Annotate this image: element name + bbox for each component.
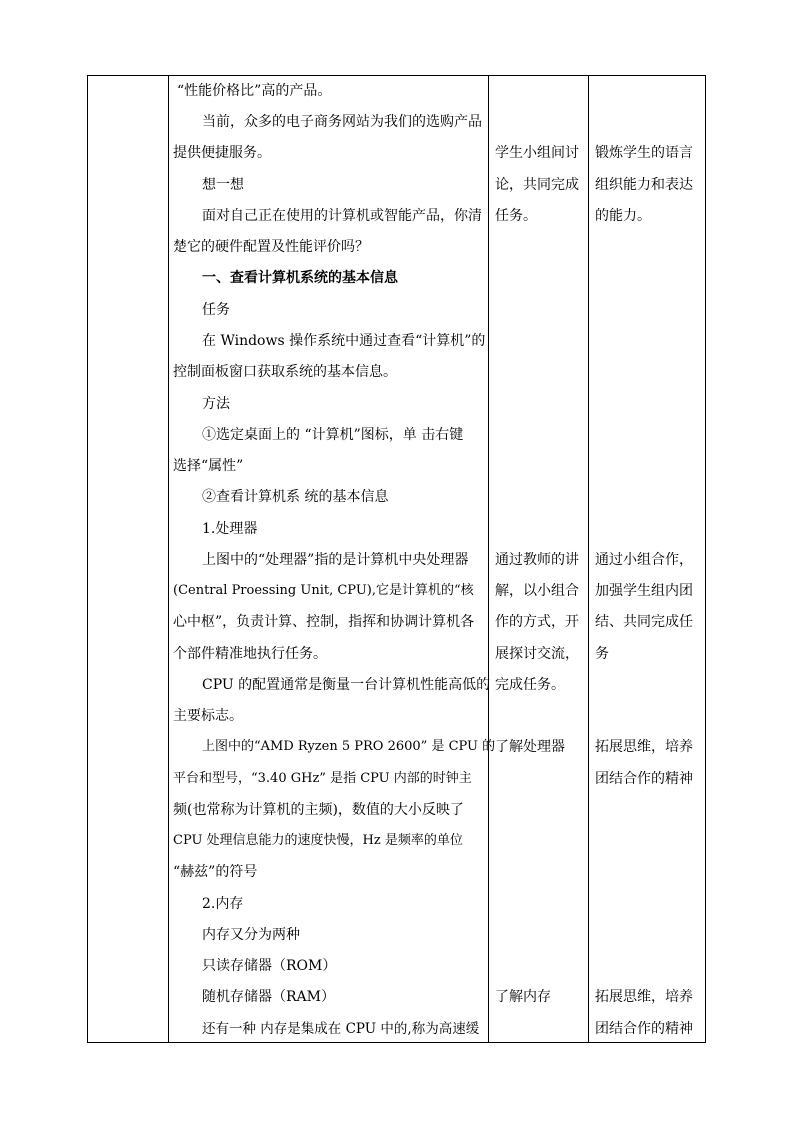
main-text-line: 1.处理器: [202, 521, 258, 537]
column-divider: [588, 76, 589, 1042]
main-text-line: 想一想: [202, 177, 244, 193]
student-activity-line: 通过教师的讲: [495, 552, 579, 568]
design-intent-line: 的能力。: [595, 208, 651, 224]
design-intent-line: 通过小组合作，: [595, 552, 693, 568]
main-text-line: 任务: [202, 302, 230, 318]
main-text-line: 个部件精准地执行任务。: [173, 646, 327, 662]
main-text-line: 内存又分为两种: [202, 927, 300, 943]
section-heading: 一、查看计算机系统的基本信息: [202, 270, 398, 286]
main-text-line: ②查看计算机系 统的基本信息: [202, 489, 389, 505]
main-text-line: 频(也常称为计算机的主频)，数值的大小反映了: [173, 802, 464, 818]
main-text-line: 还有一种 内存是集成在 CPU 中的,称为高速缓: [202, 1021, 480, 1037]
main-text-line: 随机存储器（RAM）: [202, 989, 335, 1005]
main-text-line: 上图中的“AMD Ryzen 5 PRO 2600” 是 CPU 的: [202, 739, 496, 754]
main-text-line: 面对自己正在使用的计算机或智能产品，你清: [202, 208, 482, 224]
main-text-line: 平台和型号，“3.40 GHz” 是指 CPU 内部的时钟主: [173, 771, 472, 786]
main-text-line: CPU 的配置通常是衡量一台计算机性能高低的: [202, 677, 491, 693]
main-text-line: 当前，众多的电子商务网站为我们的选购产品: [202, 114, 482, 130]
design-intent-line: 加强学生组内团: [595, 583, 693, 599]
design-intent-line: 组织能力和表达: [595, 177, 693, 193]
main-text-line: 在 Windows 操作系统中通过查看“计算机”的: [202, 333, 486, 349]
main-text-line: 提供便捷服务。: [173, 145, 271, 161]
main-text-line: 方法: [202, 396, 230, 412]
student-activity-line: 论，共同完成: [495, 177, 579, 193]
student-activity-line: 任务。: [495, 208, 537, 224]
main-text-line: ①选定桌面上的 “计算机”图标，单 击右键: [202, 427, 464, 443]
design-intent-line: 拓展思维，培养: [595, 739, 693, 755]
design-intent-line: 团结合作的精神: [595, 1021, 693, 1037]
main-text-line: 2.内存: [202, 896, 244, 912]
main-text-line: 心中枢”，负责计算、控制，指挥和协调计算机各: [173, 614, 475, 630]
student-activity-line: 了解处理器: [495, 739, 565, 755]
main-text-line: 上图中的“处理器”指的是计算机中央处理器: [202, 552, 469, 568]
main-text-line: 只读存储器（ROM）: [202, 958, 337, 974]
student-activity-line: 解，以小组合: [495, 583, 579, 599]
column-divider: [488, 76, 489, 1042]
design-intent-line: 锻炼学生的语言: [595, 145, 693, 161]
main-text-line: “赫兹”的符号: [173, 864, 258, 880]
design-intent-line: 团结合作的精神: [595, 771, 693, 787]
student-activity-line: 展探讨交流，: [495, 646, 579, 662]
main-text-line: “性能价格比”高的产品。: [177, 83, 332, 99]
main-text-line: 选择“属性”: [173, 458, 244, 474]
student-activity-line: 了解内存: [495, 989, 551, 1005]
design-intent-line: 结、共同完成任: [595, 614, 693, 630]
design-intent-line: 务: [595, 646, 609, 662]
column-divider: [168, 76, 169, 1042]
design-intent-line: 拓展思维，培养: [595, 989, 693, 1005]
student-activity-line: 作的方式，开: [495, 614, 579, 630]
main-text-line: 主要标志。: [173, 708, 243, 724]
main-text-line: (Central Proessing Unit, CPU),它是计算机的“核: [173, 583, 474, 598]
main-text-line: 控制面板窗口获取系统的基本信息。: [173, 364, 397, 380]
student-activity-line: 完成任务。: [495, 677, 565, 693]
main-text-line: 楚它的硬件配置及性能评价吗？: [173, 239, 369, 255]
main-text-line: CPU 处理信息能力的速度快慢，Hz 是频率的单位: [173, 833, 463, 848]
student-activity-line: 学生小组间讨: [495, 145, 579, 161]
